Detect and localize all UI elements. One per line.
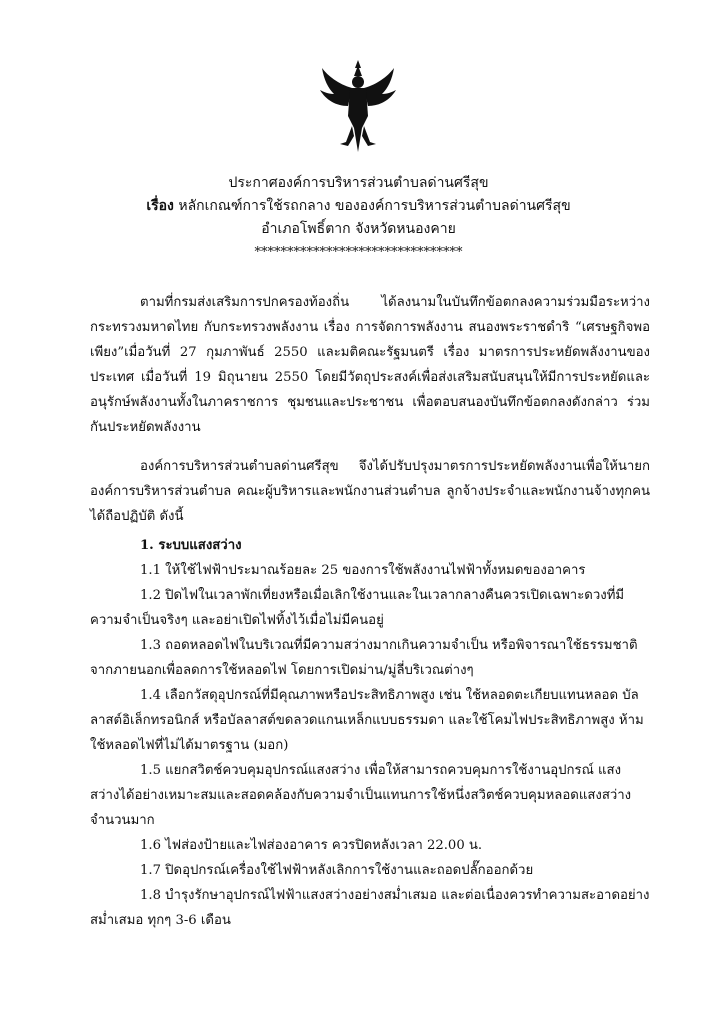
announcement-header bbox=[0, 172, 717, 264]
announcement-location: อำเภอโพธิ์ตาก จังหวัดหนองคาย bbox=[261, 221, 456, 237]
announcement-subject bbox=[0, 195, 717, 218]
list-item: 1.3 ถอดหลอดไฟในบริเวณที่มีความสว่างมากเกินความจำเป็น หรือพิจารณาใช้ธรรมชาติจากภายนอกเพื่อลดการใช้หลอดไฟ โดยการเปิดม่าน/มู่ลี่บริเวณต่างๆ bbox=[90, 638, 638, 678]
list-item: 1.8 บำรุงรักษาอุปกรณ์ไฟฟ้าแสงสว่างอย่างสม่ำเสมอ และต่อเนื่องควรทำความสะอาดอย่างสม่ำเสมอ ทุกๆ 3-6 เดือน bbox=[90, 888, 650, 928]
measures-paragraph: องค์การบริหารส่วนตำบลด่านศรีสุข จึงได้ปรับปรุงมาตรการประหยัดพลังงานเพื่อให้นายกองค์การบริหารส่วนตำบล คณะผู้บริหารและพนักงานส่วนตำบล ลูกจ้างประจำและพนักงานจ้างทุกคนได้ถือปฏิบัติ ดังนี้ bbox=[90, 459, 650, 524]
list-item: 1.7 ปิดอุปกรณ์เครื่องใช้ไฟฟ้าหลังเลิกการใช้งานและถอดปลั๊กออกด้วย bbox=[140, 863, 534, 878]
separator-line: ******************************** bbox=[254, 245, 463, 260]
list-item: 1.1 ให้ใช้ไฟฟ้าประมาณร้อยละ 25 ของการใช้พลังงานไฟฟ้าทั้งหมดของอาคาร bbox=[140, 563, 586, 578]
document-body bbox=[90, 290, 650, 933]
garuda-emblem bbox=[318, 58, 398, 154]
list-item: 1.5 แยกสวิตช์ควบคุมอุปกรณ์แสงสว่าง เพื่อให้สามารถควบคุมการใช้งานอุปกรณ์ แสงสว่างได้อย่างเหมาะสมและสอดคล้องกับความจำเป็นแทนการใช้หนึ่งสวิตช์ควบคุมหลอดแสงสว่างจำนวนมาก bbox=[90, 763, 632, 828]
intro-paragraph: ตามที่กรมส่งเสริมการปกครองท้องถิ่น ได้ลงนามในบันทึกข้อตกลงความร่วมมือระหว่าง กระทรวงมหาดไทย กับกระทรวงพลังงาน เรื่อง การจัดการพลังงาน สนองพระราชดำริ “เศรษฐกิจพอเพียง”เมื่อวันที่ 27 กุมภาพันธ์ 2550 และมติคณะรัฐมนตรี เรื่อง มาตรการประหยัดพลังงานของประเทศ เมื่อวันที่ 19 มิถุนายน 2550 โดยมีวัตถุประสงค์เพื่อส่งเสริมสนับสนุนให้มีการประหยัดและอนุรักษ์พลังงานทั้งในภาคราชการ ชุมชนและประชาชน เพื่อตอบสนองบันทึกข้อตกลงดังกล่าว ร่วมกันประหยัดพลังงาน bbox=[90, 295, 650, 435]
list-item: 1.2 ปิดไฟในเวลาพักเที่ยงหรือเมื่อเลิกใช้งานและในเวลากลางคืนควรเปิดเฉพาะดวงที่มีความจำเป็นจริงๆ และอย่าเปิดไฟทิ้งไว้เมื่อไม่มีคนอยู่ bbox=[90, 588, 625, 628]
subject-text: หลักเกณฑ์การใช้รถกลาง ขององค์การบริหารส่วนตำบลด่านศรีสุข bbox=[173, 198, 571, 214]
list-item: 1.6 ไฟส่องป้ายและไฟส่องอาคาร ควรปิดหลังเวลา 22.00 น. bbox=[140, 838, 483, 853]
list-item: 1.4 เลือกวัสดุอุปกรณ์ที่มีคุณภาพหรือประสิทธิภาพสูง เช่น ใช้หลอดตะเกียบแทนหลอด บัลลาสต์อิเล็กทรอนิกส์ หรือบัลลาสต์ขดลวดแกนเหล็กแบบธรรมดา และใช้โคมไฟประสิทธิภาพสูง ห้ามใช้หลอดไฟที่ไม่ได้มาตรฐาน (มอก) bbox=[90, 688, 644, 753]
section-heading-lighting: 1. ระบบแสงสว่าง bbox=[140, 538, 242, 553]
subject-label: เรื่อง bbox=[146, 198, 174, 214]
announcement-title: ประกาศองค์การบริหารส่วนตำบลด่านศรีสุข bbox=[228, 175, 489, 191]
